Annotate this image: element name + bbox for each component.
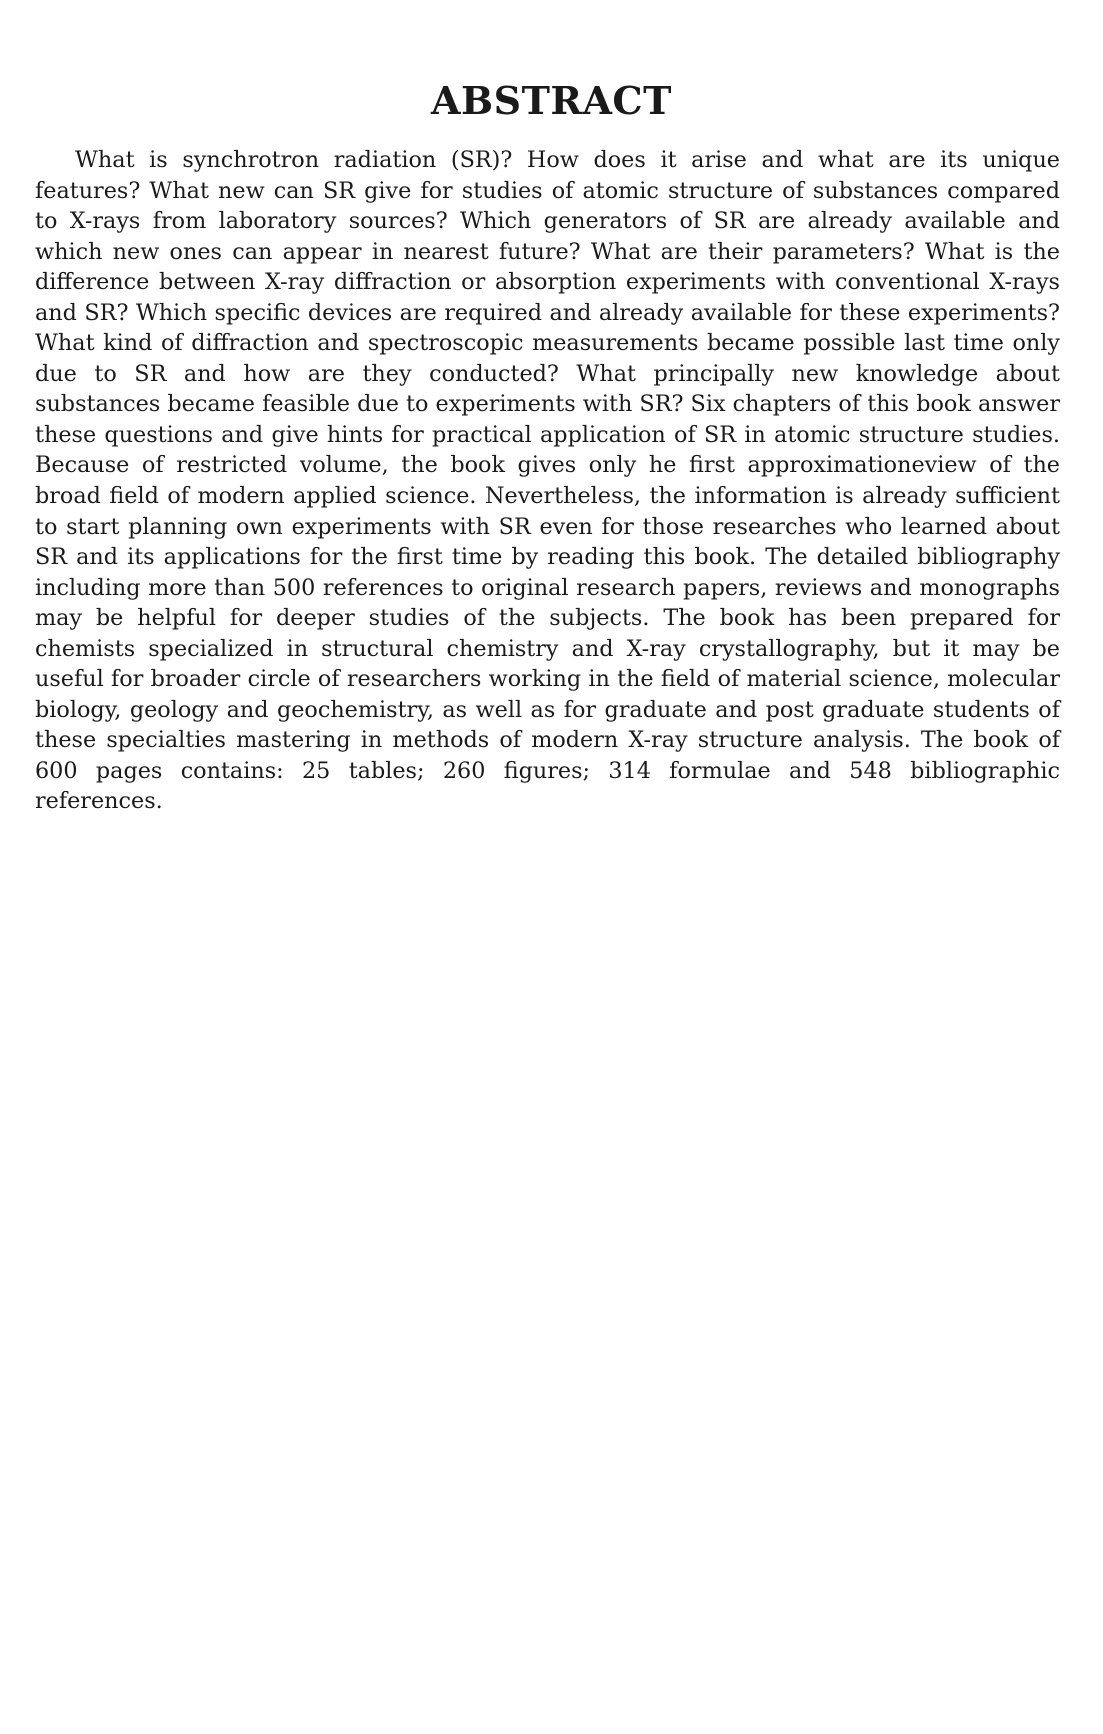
page-title: ABSTRACT bbox=[431, 78, 672, 123]
abstract-paragraph: What is synchrotron radiation (SR)? How does it arise and what are its unique features? What new can SR give for studies of atomic structure of substances compared to X-rays from laboratory sources? Which generators of SR are already available and which new ones can appear in nearest future? What are their parameters? What is the difference between X-ray diffraction or absorption experiments with conventional X-rays and SR? Which specific devices are required and already available for these experiments? What kind of diffraction and spectroscopic measurements became possible last time only due to SR and how are they conducted? What principally new knowledge about substances became feasible due to experiments with SR? Six chapters of this book answer these questions and give hints for practical application of SR in atomic structure studies. Because of restricted volume, the book gives only he first approximationeview of the broad field of modern applied science. Nevertheless, the information is already sufficient to start planning own experiments with SR even for those researches who learned about SR and its applications for the first time by reading this book. The detailed bibliography including more than 500 references to original research papers, reviews and monographs may be helpful for deeper studies of the subjects. The book has been prepared for chemists specialized in structural chemistry and X-ray crystallography, but it may be useful for broader circle of researchers working in the field of material science, molecular biology, geology and geochemistry, as well as for graduate and post graduate students of these specialties mastering in methods of modern X-ray structure analysis. The book of 600 pages contains: 25 tables; 260 figures; 314 formulae and 548 bibliographic references. bbox=[35, 147, 1060, 815]
